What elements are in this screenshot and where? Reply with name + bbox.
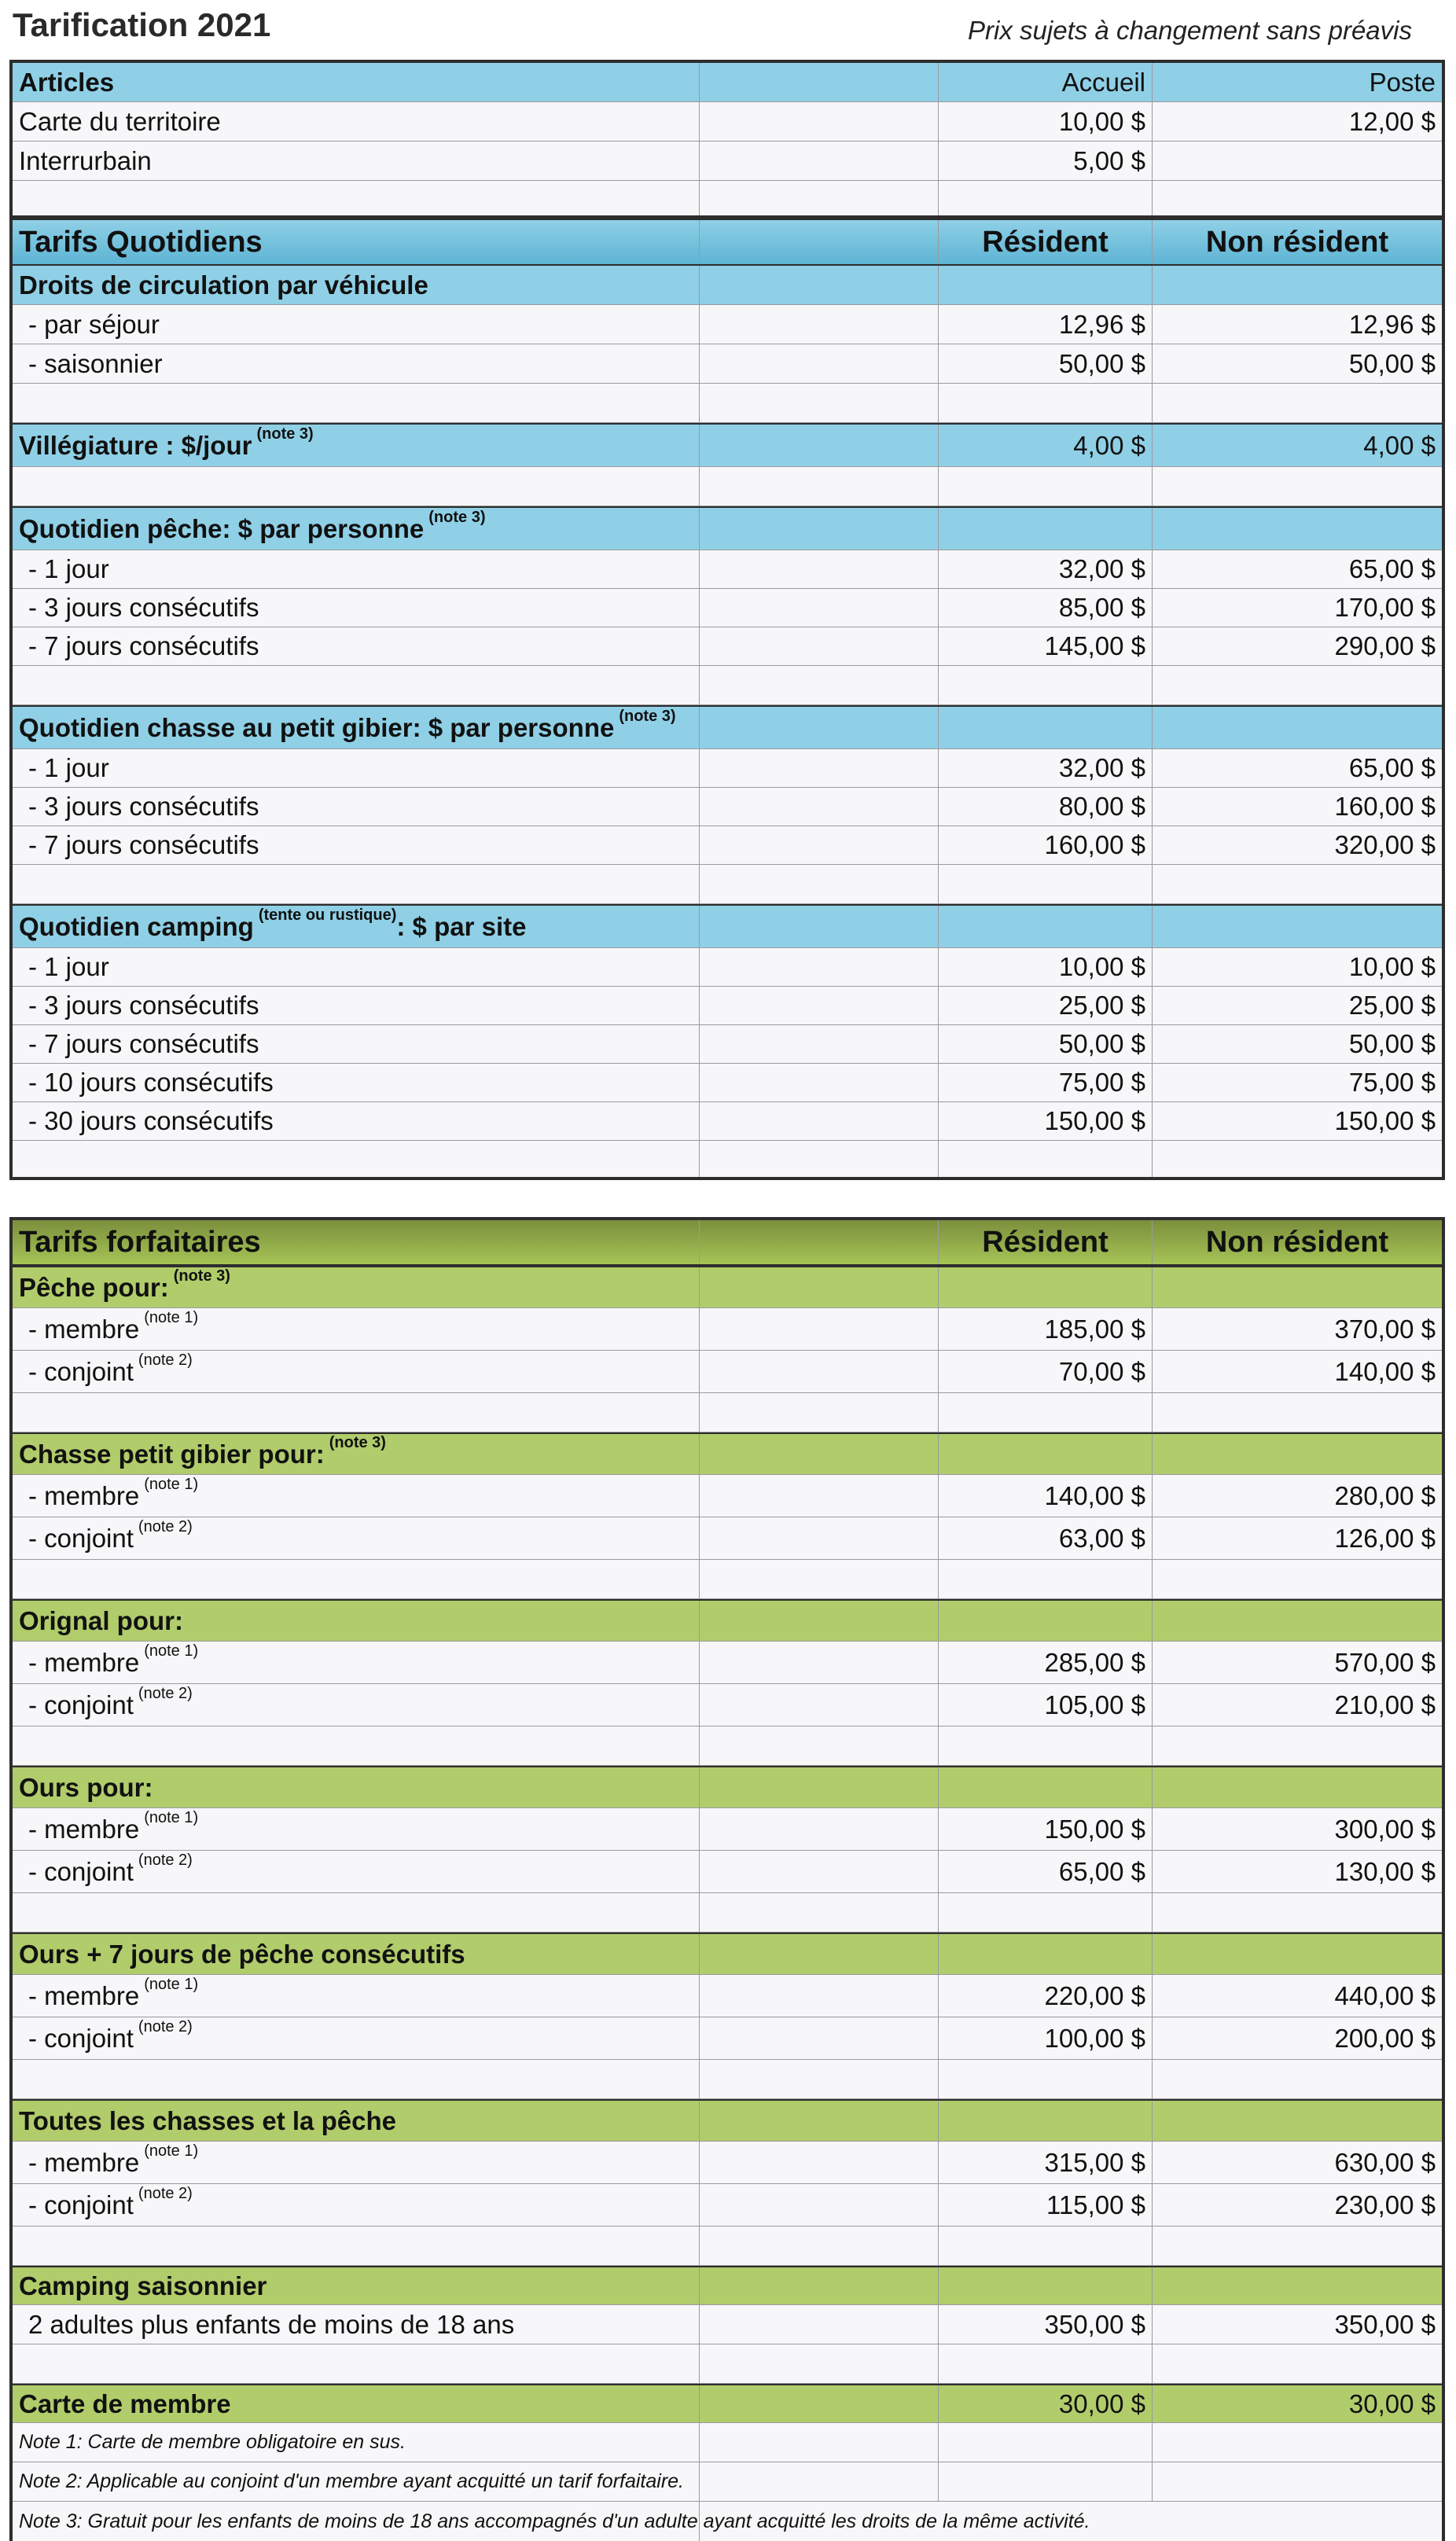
quotidiens-header: Tarifs Quotidiens bbox=[13, 220, 700, 264]
note-text: Note 1: Carte de membre obligatoire en sus. bbox=[13, 2423, 700, 2462]
non-resident-header: Non résident bbox=[1205, 1225, 1389, 1259]
resident-price: 350,00 $ bbox=[939, 2305, 1153, 2344]
note-ref: (note 3) bbox=[428, 509, 486, 526]
table-row bbox=[13, 2017, 1442, 2060]
section-title: Carte de membre bbox=[13, 2385, 700, 2422]
row-label: - conjoint $^{(note 2)}$ bbox=[13, 2184, 700, 2226]
row-label: - 10 jours consécutifs bbox=[13, 1064, 700, 1101]
resident-price: 25,00 $ bbox=[939, 987, 1153, 1024]
non-resident-price: 50,00 $ bbox=[1348, 1029, 1436, 1058]
non-resident-price: 75,00 $ bbox=[1348, 1068, 1436, 1097]
table-row bbox=[13, 2305, 1442, 2344]
resident-price: 285,00 $ bbox=[939, 1642, 1153, 1683]
resident-price: 220,00 $ bbox=[939, 1975, 1153, 2017]
table-row bbox=[13, 102, 1442, 142]
tarifs-forfaitaires-table bbox=[9, 1217, 1445, 2541]
resident-price: 145,00 $ bbox=[939, 627, 1153, 665]
section-header bbox=[13, 423, 1442, 467]
non-resident-price: 126,00 $ bbox=[1334, 1523, 1436, 1553]
resident-price: 100,00 $ bbox=[939, 2017, 1153, 2059]
row-label: - conjoint $^{(note 2)}$ bbox=[13, 1851, 700, 1892]
section-title: Toutes les chasses et la pêche bbox=[13, 2101, 700, 2141]
section-title: Camping saisonnier bbox=[13, 2267, 700, 2304]
article-poste: 12,00 $ bbox=[1348, 106, 1436, 136]
non-resident-price: 210,00 $ bbox=[1334, 1690, 1436, 1719]
table-row bbox=[13, 1684, 1442, 1726]
table-row bbox=[13, 1064, 1442, 1102]
empty-row bbox=[13, 865, 1442, 904]
note-row bbox=[13, 2423, 1442, 2462]
row-label: - conjoint $^{(note 2)}$ bbox=[13, 2017, 700, 2059]
tarifs-quotidiens-table bbox=[9, 217, 1445, 1180]
section-title: Orignal pour: bbox=[13, 1601, 700, 1641]
section-header bbox=[13, 904, 1442, 948]
table-row bbox=[13, 987, 1442, 1025]
resident-price: 105,00 $ bbox=[939, 1684, 1153, 1726]
row-label: - membre $^{(note 1)}$ bbox=[13, 1308, 700, 1350]
empty-row bbox=[13, 467, 1442, 506]
resident-price: 140,00 $ bbox=[939, 1475, 1153, 1517]
quotidiens-header-row bbox=[13, 220, 1442, 266]
note-ref: (note 3) bbox=[173, 1267, 230, 1285]
non-resident-price: 160,00 $ bbox=[1334, 792, 1436, 821]
section-header bbox=[13, 1599, 1442, 1642]
table-row bbox=[13, 1975, 1442, 2017]
non-resident-price: 200,00 $ bbox=[1334, 2023, 1436, 2053]
resident-price: 50,00 $ bbox=[939, 1025, 1153, 1063]
article-accueil: 10,00 $ bbox=[939, 102, 1153, 141]
section-title: Chasse petit gibier pour: $^{(note 3)}$ bbox=[13, 1434, 700, 1474]
resident-price: 150,00 $ bbox=[939, 1102, 1153, 1140]
row-label: - 1 jour bbox=[13, 550, 700, 588]
table-row bbox=[13, 1025, 1442, 1064]
table-row bbox=[13, 1851, 1442, 1893]
non-resident-price: 440,00 $ bbox=[1334, 1980, 1436, 2010]
table-row bbox=[13, 1808, 1442, 1851]
resident-price: 4,00 $ bbox=[939, 425, 1153, 466]
article-accueil: 5,00 $ bbox=[939, 142, 1153, 180]
non-resident-price: 10,00 $ bbox=[1348, 952, 1436, 981]
section-header bbox=[13, 2099, 1442, 2142]
table-row bbox=[13, 2184, 1442, 2227]
section-title: Pêche pour: $^{(note 3)}$ bbox=[13, 1267, 700, 1307]
empty-row bbox=[13, 1893, 1442, 1932]
non-resident-header: Non résident bbox=[1205, 225, 1389, 259]
section-title: Ours pour: bbox=[13, 1767, 700, 1807]
empty-row bbox=[13, 2344, 1442, 2384]
table-row bbox=[13, 627, 1442, 666]
resident-price: 150,00 $ bbox=[939, 1808, 1153, 1850]
resident-price: 160,00 $ bbox=[939, 826, 1153, 864]
section-title: Droits de circulation par véhicule bbox=[13, 266, 700, 304]
note-ref: (note 1) bbox=[144, 1976, 199, 1993]
resident-header: Résident bbox=[939, 220, 1153, 264]
non-resident-price: 170,00 $ bbox=[1334, 593, 1436, 622]
table-row bbox=[13, 305, 1442, 344]
table-row bbox=[13, 1642, 1442, 1684]
row-label: - 1 jour bbox=[13, 948, 700, 986]
forfaitaires-header-row bbox=[13, 1220, 1442, 1266]
row-label: - membre $^{(note 1)}$ bbox=[13, 1808, 700, 1850]
resident-price: 80,00 $ bbox=[939, 788, 1153, 826]
non-resident-price: 140,00 $ bbox=[1334, 1356, 1436, 1386]
non-resident-price: 12,96 $ bbox=[1348, 309, 1436, 339]
section-title: Quotidien camping $^{(tente ou rustique)}$ : $ par site bbox=[13, 906, 700, 947]
table-row bbox=[13, 788, 1442, 826]
row-label: - 7 jours consécutifs bbox=[13, 627, 700, 665]
resident-price: 12,96 $ bbox=[939, 305, 1153, 344]
non-resident-price: 630,00 $ bbox=[1334, 2147, 1436, 2177]
non-resident-price: 150,00 $ bbox=[1334, 1106, 1436, 1135]
resident-price: 10,00 $ bbox=[939, 948, 1153, 986]
table-row bbox=[13, 344, 1442, 384]
resident-price: 115,00 $ bbox=[939, 2184, 1153, 2226]
articles-header: Articles bbox=[13, 63, 700, 101]
empty-row bbox=[13, 666, 1442, 705]
note-ref: (note 2) bbox=[138, 1518, 193, 1535]
note-ref: (note 1) bbox=[144, 1309, 199, 1326]
resident-price: 50,00 $ bbox=[939, 344, 1153, 383]
note-ref: (note 1) bbox=[144, 2142, 199, 2160]
row-label: - membre $^{(note 1)}$ bbox=[13, 1642, 700, 1683]
row-label: - membre $^{(note 1)}$ bbox=[13, 2142, 700, 2183]
empty-row bbox=[13, 1726, 1442, 1766]
section-header bbox=[13, 266, 1442, 305]
table-row bbox=[13, 2142, 1442, 2184]
row-label: - membre $^{(note 1)}$ bbox=[13, 1975, 700, 2017]
note-ref: (tente ou rustique) bbox=[258, 906, 397, 924]
empty-row bbox=[13, 181, 1442, 215]
poste-header: Poste bbox=[1369, 67, 1436, 97]
resident-price: 32,00 $ bbox=[939, 749, 1153, 787]
table-row bbox=[13, 1102, 1442, 1141]
article-poste bbox=[1153, 142, 1442, 180]
table-row bbox=[13, 550, 1442, 589]
row-label: - 30 jours consécutifs bbox=[13, 1102, 700, 1140]
resident-header: Résident bbox=[939, 1220, 1153, 1264]
empty-row bbox=[13, 2227, 1442, 2266]
table-row bbox=[13, 1475, 1442, 1517]
row-label: - 7 jours consécutifs bbox=[13, 826, 700, 864]
section-header bbox=[13, 1432, 1442, 1475]
section-header bbox=[13, 2266, 1442, 2305]
non-resident-price: 230,00 $ bbox=[1334, 2190, 1436, 2219]
table-row bbox=[13, 948, 1442, 987]
section-header bbox=[13, 1766, 1442, 1808]
table-row bbox=[13, 142, 1442, 181]
note-ref: (note 1) bbox=[144, 1642, 199, 1660]
non-resident-price: 30,00 $ bbox=[1348, 2388, 1436, 2418]
non-resident-price: 300,00 $ bbox=[1334, 1814, 1436, 1844]
non-resident-price: 50,00 $ bbox=[1348, 348, 1436, 378]
resident-price: 185,00 $ bbox=[939, 1308, 1153, 1350]
note-ref: (note 2) bbox=[138, 2185, 193, 2202]
note-row bbox=[13, 2462, 1442, 2502]
row-label: - 7 jours consécutifs bbox=[13, 1025, 700, 1063]
non-resident-price: 570,00 $ bbox=[1334, 1647, 1436, 1677]
empty-row bbox=[13, 1393, 1442, 1432]
note-ref: (note 2) bbox=[138, 2018, 193, 2035]
section-header bbox=[13, 2384, 1442, 2423]
note-ref: (note 2) bbox=[138, 1852, 193, 1869]
articles-table bbox=[9, 60, 1445, 219]
resident-price: 85,00 $ bbox=[939, 589, 1153, 627]
non-resident-price: 290,00 $ bbox=[1334, 631, 1436, 660]
note-ref: (note 2) bbox=[138, 1685, 193, 1702]
non-resident-price: 25,00 $ bbox=[1348, 991, 1436, 1020]
resident-price: 63,00 $ bbox=[939, 1517, 1153, 1559]
empty-row bbox=[13, 1141, 1442, 1177]
resident-price: 75,00 $ bbox=[939, 1064, 1153, 1101]
row-label: 2 adultes plus enfants de moins de 18 ans bbox=[13, 2305, 700, 2344]
note-ref: (note 3) bbox=[619, 708, 676, 725]
non-resident-price: 320,00 $ bbox=[1334, 830, 1436, 859]
non-resident-price: 130,00 $ bbox=[1334, 1856, 1436, 1886]
forfaitaires-header: Tarifs forfaitaires bbox=[13, 1220, 700, 1264]
table-row bbox=[13, 589, 1442, 627]
row-label: - 1 jour bbox=[13, 749, 700, 787]
row-label: - 3 jours consécutifs bbox=[13, 589, 700, 627]
article-label: Interrurbain bbox=[13, 142, 700, 180]
row-label: - 3 jours consécutifs bbox=[13, 788, 700, 826]
article-label: Carte du territoire bbox=[13, 102, 700, 141]
resident-price: 315,00 $ bbox=[939, 2142, 1153, 2183]
table-row bbox=[13, 1351, 1442, 1393]
articles-header-row bbox=[13, 63, 1442, 102]
empty-row bbox=[13, 384, 1442, 423]
note-ref: (note 3) bbox=[256, 425, 314, 443]
section-title: Ours + 7 jours de pêche consécutifs bbox=[13, 1934, 700, 1974]
non-resident-price: 350,00 $ bbox=[1334, 2309, 1436, 2339]
row-label: - conjoint $^{(note 2)}$ bbox=[13, 1684, 700, 1726]
resident-price: 65,00 $ bbox=[939, 1851, 1153, 1892]
note-text: Note 3: Gratuit pour les enfants de moins de 18 ans accompagnés d'un adulte ayant acquitté les droits de la même activité. bbox=[13, 2502, 700, 2541]
row-label: - conjoint $^{(note 2)}$ bbox=[13, 1517, 700, 1559]
non-resident-price: 65,00 $ bbox=[1348, 753, 1436, 782]
note-ref: (note 1) bbox=[144, 1809, 199, 1826]
note-row bbox=[13, 2502, 1442, 2541]
section-header bbox=[13, 506, 1442, 550]
section-header bbox=[13, 1932, 1442, 1975]
row-label: - 3 jours consécutifs bbox=[13, 987, 700, 1024]
table-row bbox=[13, 1517, 1442, 1560]
note-ref: (note 3) bbox=[329, 1434, 386, 1451]
table-row bbox=[13, 1308, 1442, 1351]
section-header bbox=[13, 705, 1442, 749]
table-row bbox=[13, 749, 1442, 788]
empty-row bbox=[13, 2060, 1442, 2099]
non-resident-price: 4,00 $ bbox=[1363, 430, 1436, 460]
section-title: Villégiature : $/jour $^{(note 3)}$ bbox=[13, 425, 700, 466]
section-title: Quotidien chasse au petit gibier: $ par personne $^{(note 3)}$ bbox=[13, 707, 700, 748]
non-resident-price: 65,00 $ bbox=[1348, 554, 1436, 583]
row-label: - conjoint $^{(note 2)}$ bbox=[13, 1351, 700, 1392]
empty-row bbox=[13, 1560, 1442, 1599]
non-resident-price: 280,00 $ bbox=[1334, 1480, 1436, 1510]
row-label: - par séjour bbox=[13, 305, 700, 344]
accueil-header: Accueil bbox=[939, 63, 1153, 101]
price-change-note: Prix sujets à changement sans préavis bbox=[968, 16, 1412, 45]
section-header bbox=[13, 1266, 1442, 1308]
section-title: Quotidien pêche: $ par personne $^{(note 3)}$ bbox=[13, 508, 700, 550]
resident-price: 30,00 $ bbox=[939, 2385, 1153, 2422]
row-label: - saisonnier bbox=[13, 344, 700, 383]
note-ref: (note 2) bbox=[138, 1351, 193, 1369]
resident-price: 70,00 $ bbox=[939, 1351, 1153, 1392]
table-row bbox=[13, 826, 1442, 865]
note-text: Note 2: Applicable au conjoint d'un membre ayant acquitté un tarif forfaitaire. bbox=[13, 2462, 700, 2501]
row-label: - membre $^{(note 1)}$ bbox=[13, 1475, 700, 1517]
resident-price: 32,00 $ bbox=[939, 550, 1153, 588]
page-title: Tarification 2021 bbox=[13, 6, 271, 43]
note-ref: (note 1) bbox=[144, 1476, 199, 1493]
non-resident-price: 370,00 $ bbox=[1334, 1314, 1436, 1344]
